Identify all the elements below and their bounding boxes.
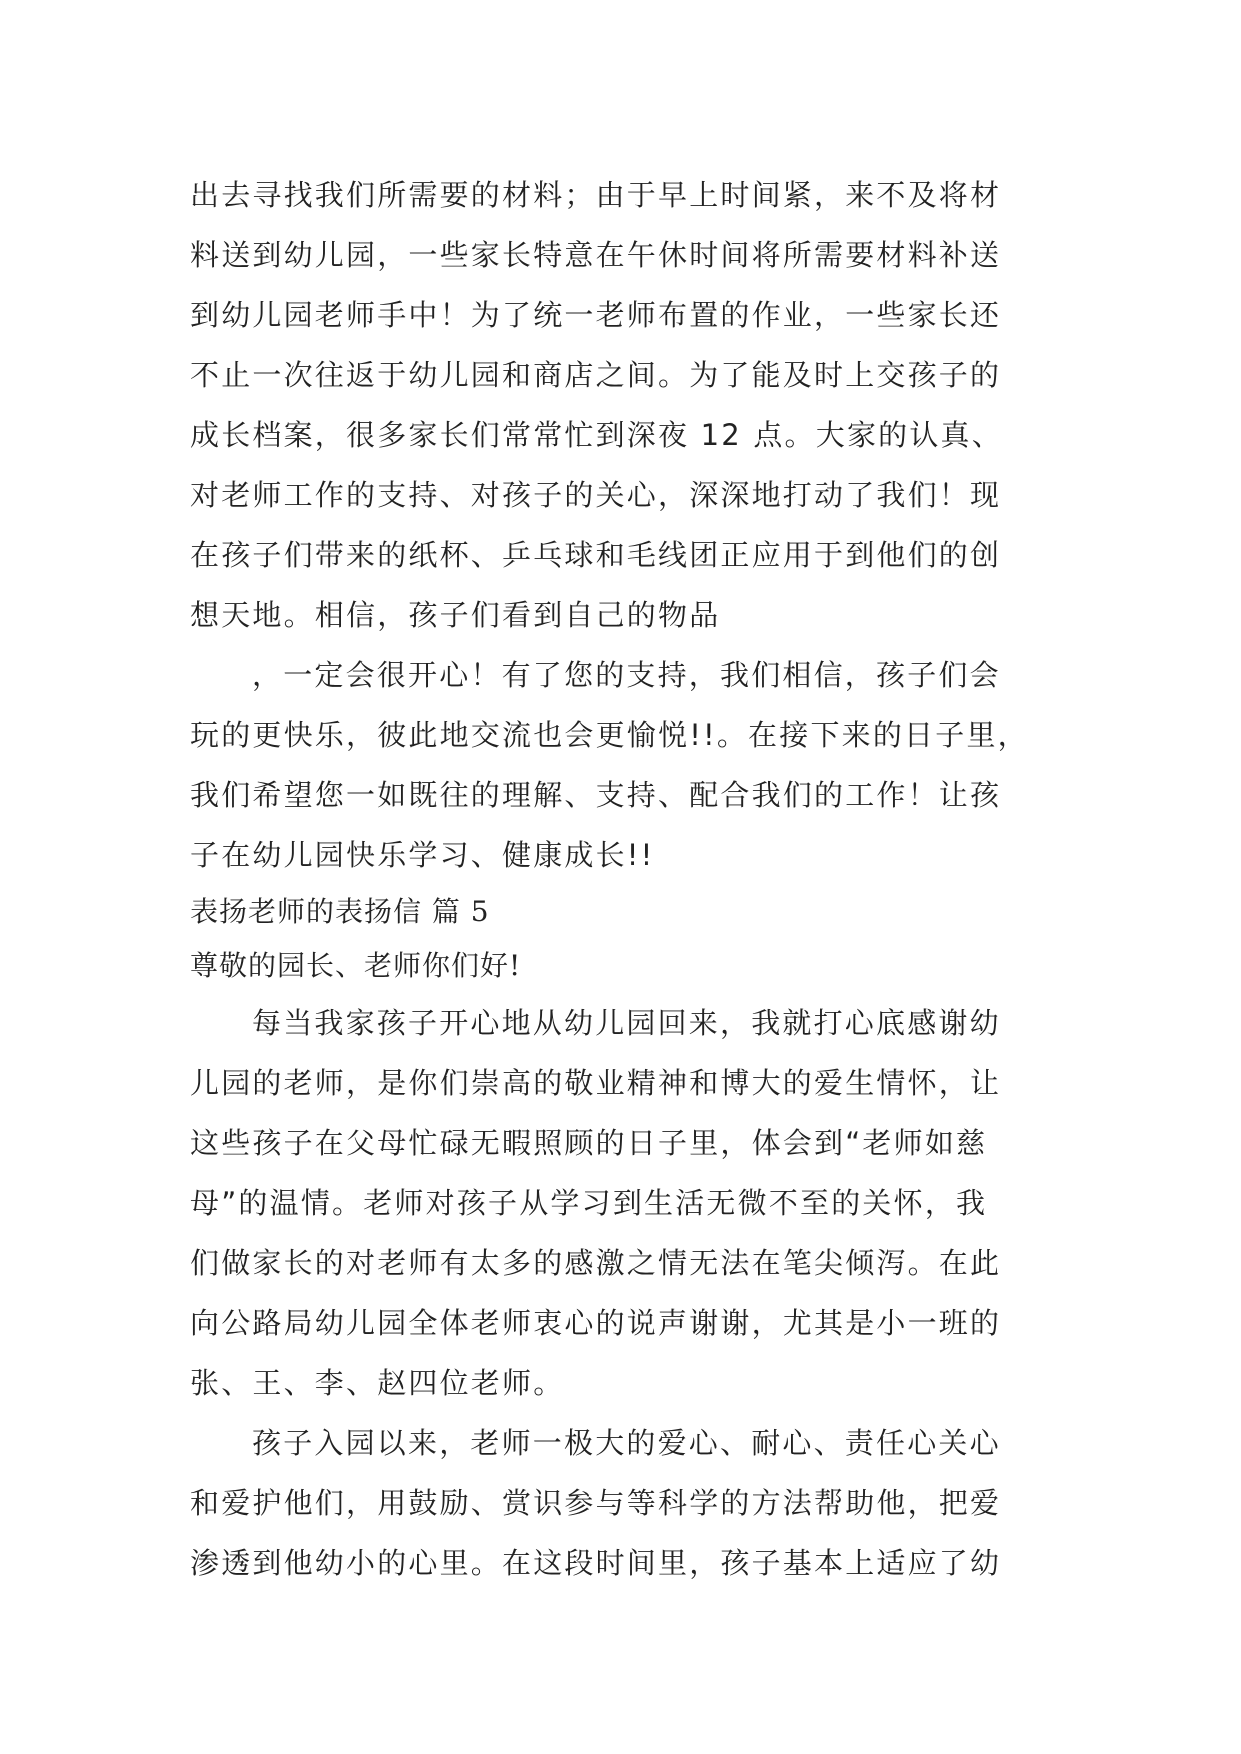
text-line: 儿园的老师，是你们崇高的敬业精神和博大的爱生情怀，让 — [190, 1066, 1002, 1100]
paragraph-3 — [190, 993, 1050, 1413]
text-line: 和爱护他们，用鼓励、赏识参与等科学的方法帮助他，把爱 — [190, 1486, 1002, 1520]
text-line: 们做家长的对老师有太多的感激之情无法在笔尖倾泻。在此 — [190, 1246, 1002, 1280]
salutation: 尊敬的园长、老师你们好! — [190, 949, 522, 982]
text-line: ，一定会很开心！有了您的支持，我们相信，孩子们会 — [252, 658, 1001, 692]
paragraph-2 — [190, 645, 1050, 885]
text-line: 想天地。相信，孩子们看到自己的物品 — [190, 598, 721, 632]
text-line: 在孩子们带来的纸杯、乒乓球和毛线团正应用于到他们的创 — [190, 538, 1002, 572]
text-line: 我们希望您一如既往的理解、支持、配合我们的工作！让孩 — [190, 778, 1002, 812]
text-line: 出去寻找我们所需要的材料；由于早上时间紧，来不及将材 — [190, 178, 1002, 212]
text-line: 渗透到他幼小的心里。在这段时间里，孩子基本上适应了幼 — [190, 1546, 1002, 1580]
text-line: 每当我家孩子开心地从幼儿园回来，我就打心底感谢幼 — [252, 1006, 1001, 1040]
document-body — [190, 165, 1050, 1593]
text-line: 向公路局幼儿园全体老师衷心的说声谢谢，尤其是小一班的 — [190, 1306, 1002, 1340]
text-line: 料送到幼儿园，一些家长特意在午休时间将所需要材料补送 — [190, 238, 1002, 272]
text-line: 母”的温情。老师对孩子从学习到生活无微不至的关怀，我 — [190, 1186, 988, 1220]
text-line: 孩子入园以来，老师一极大的爱心、耐心、责任心关心 — [252, 1426, 1001, 1460]
text-line: 玩的更快乐，彼此地交流也会更愉悦!!。在接下来的日子里， — [190, 718, 1029, 752]
text-line: 到幼儿园老师手中！为了统一老师布置的作业，一些家长还 — [190, 298, 1002, 332]
paragraph-4 — [190, 1413, 1050, 1593]
text-line: 成长档案，很多家长们常常忙到深夜 12 点。大家的认真、 — [190, 418, 1003, 452]
paragraph-1 — [190, 165, 1050, 645]
text-line: 张、王、李、赵四位老师。 — [190, 1366, 565, 1400]
text-line: 子在幼儿园快乐学习、健康成长!! — [190, 838, 655, 872]
text-line: 对老师工作的支持、对孩子的关心，深深地打动了我们！现 — [190, 478, 1002, 512]
section-title: 表扬老师的表扬信 篇 5 — [190, 895, 490, 928]
text-line: 不止一次往返于幼儿园和商店之间。为了能及时上交孩子的 — [190, 358, 1002, 392]
text-line: 这些孩子在父母忙碌无暇照顾的日子里，体会到“老师如慈 — [190, 1126, 988, 1160]
